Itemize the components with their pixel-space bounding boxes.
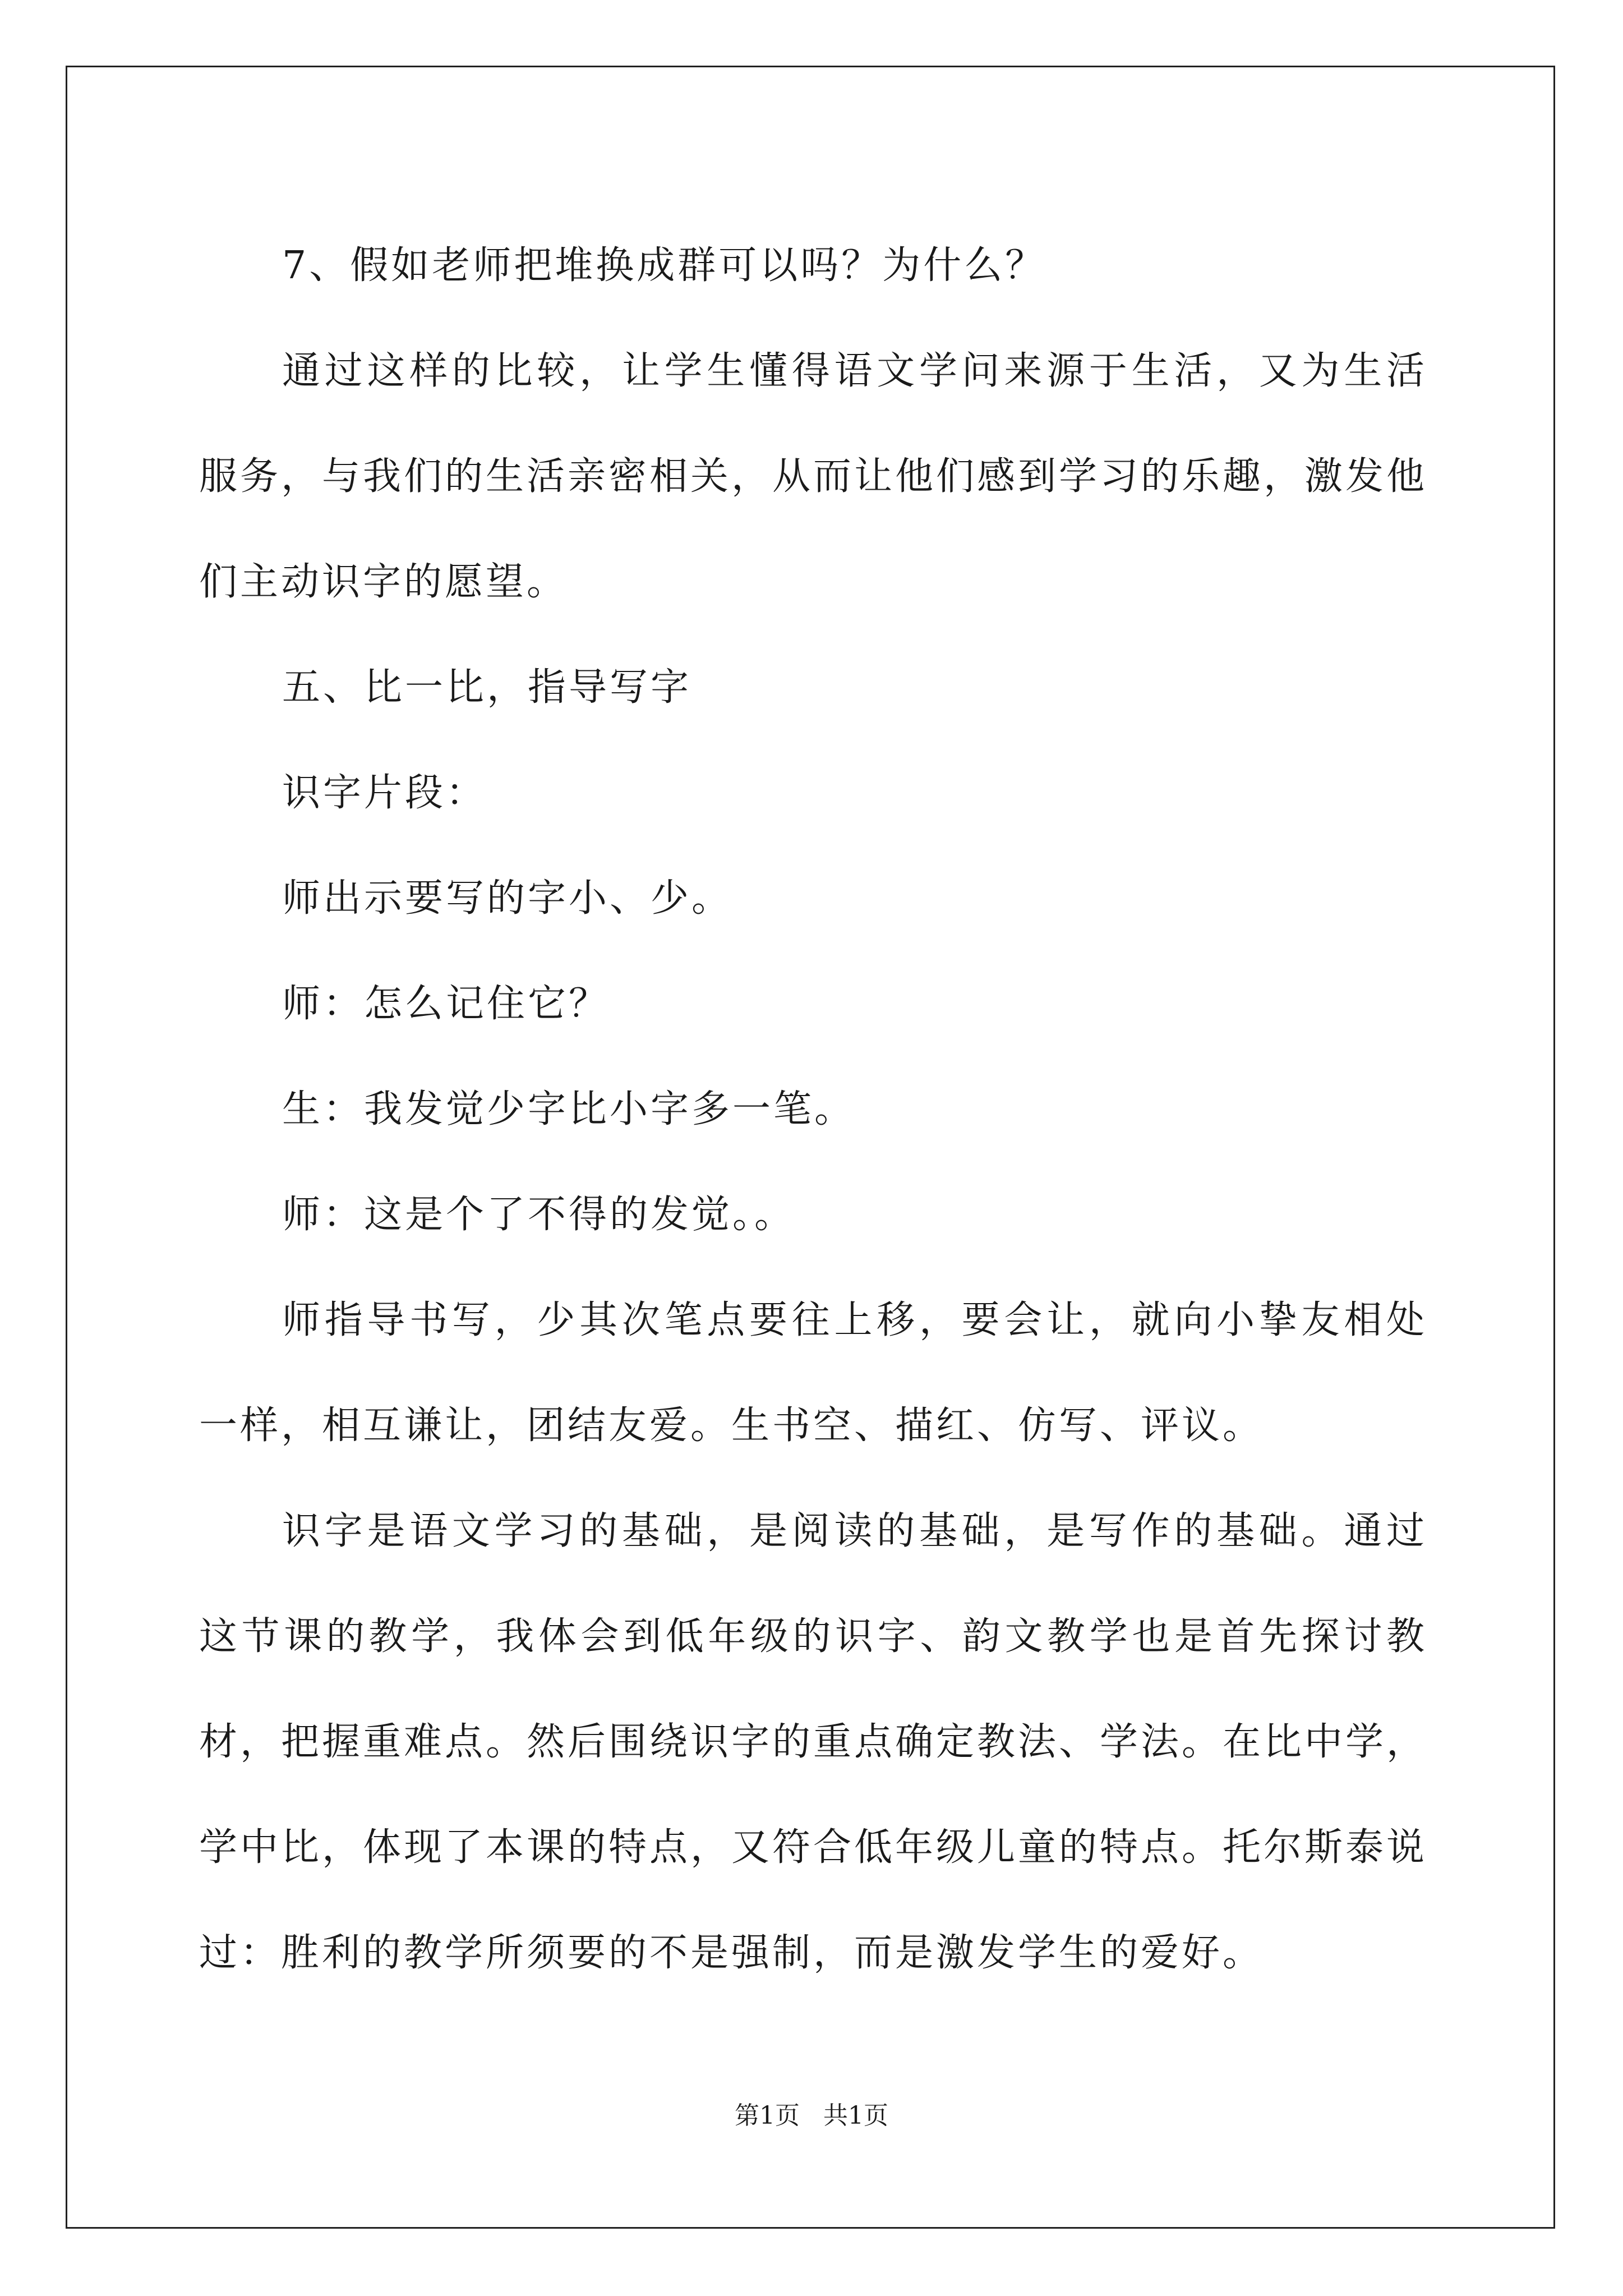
page-number: 第1页 xyxy=(735,2101,800,2130)
section-heading-writing-guidance: 五、比一比，指导写字 xyxy=(282,665,692,710)
paragraph-teacher-question: 师：怎么记住它？ xyxy=(282,982,610,1026)
paragraph-writing-instruction: 师指导书写，少其次笔点要往上移，要会让，就向小挚友相处一样，相互谦让，团结友爱。生书空、描红、仿写、评议。 xyxy=(199,1298,1427,1448)
paragraph-literacy-segment-label: 识字片段： xyxy=(282,771,487,815)
paragraph-reflection: 识字是语文学习的基础，是阅读的基础，是写作的基础。通过这节课的教学，我体会到低年级的识字、韵文教学也是首先探讨教材，把握重难点。然后围绕识字的重点确定教法、学法。在比中学，学中比，体现了本课的特点，又符合低年级儿童的特点。托尔斯泰说过：胜利的教学所须要的不是强制，而是激发学生的爱好。 xyxy=(199,1509,1428,1975)
page-total: 共1页 xyxy=(823,2101,888,2130)
paragraph-teacher-praise: 师：这是个了不得的发觉。。 xyxy=(282,1193,796,1237)
paragraph-question-7: 7、假如老师把堆换成群可以吗？为什么？ xyxy=(282,243,1046,288)
document-body xyxy=(199,213,1427,2006)
paragraph-teacher-shows-characters: 师出示要写的字小、少。 xyxy=(282,876,733,921)
paragraph-comparison-purpose: 通过这样的比较，让学生懂得语文学问来源于生活，又为生活服务，与我们的生活亲密相关，从而让他们感到学习的乐趣，激发他们主动识字的愿望。 xyxy=(199,349,1428,604)
page-footer xyxy=(0,2095,1623,2131)
paragraph-student-answer: 生：我发觉少字比小字多一笔。 xyxy=(282,1087,856,1131)
